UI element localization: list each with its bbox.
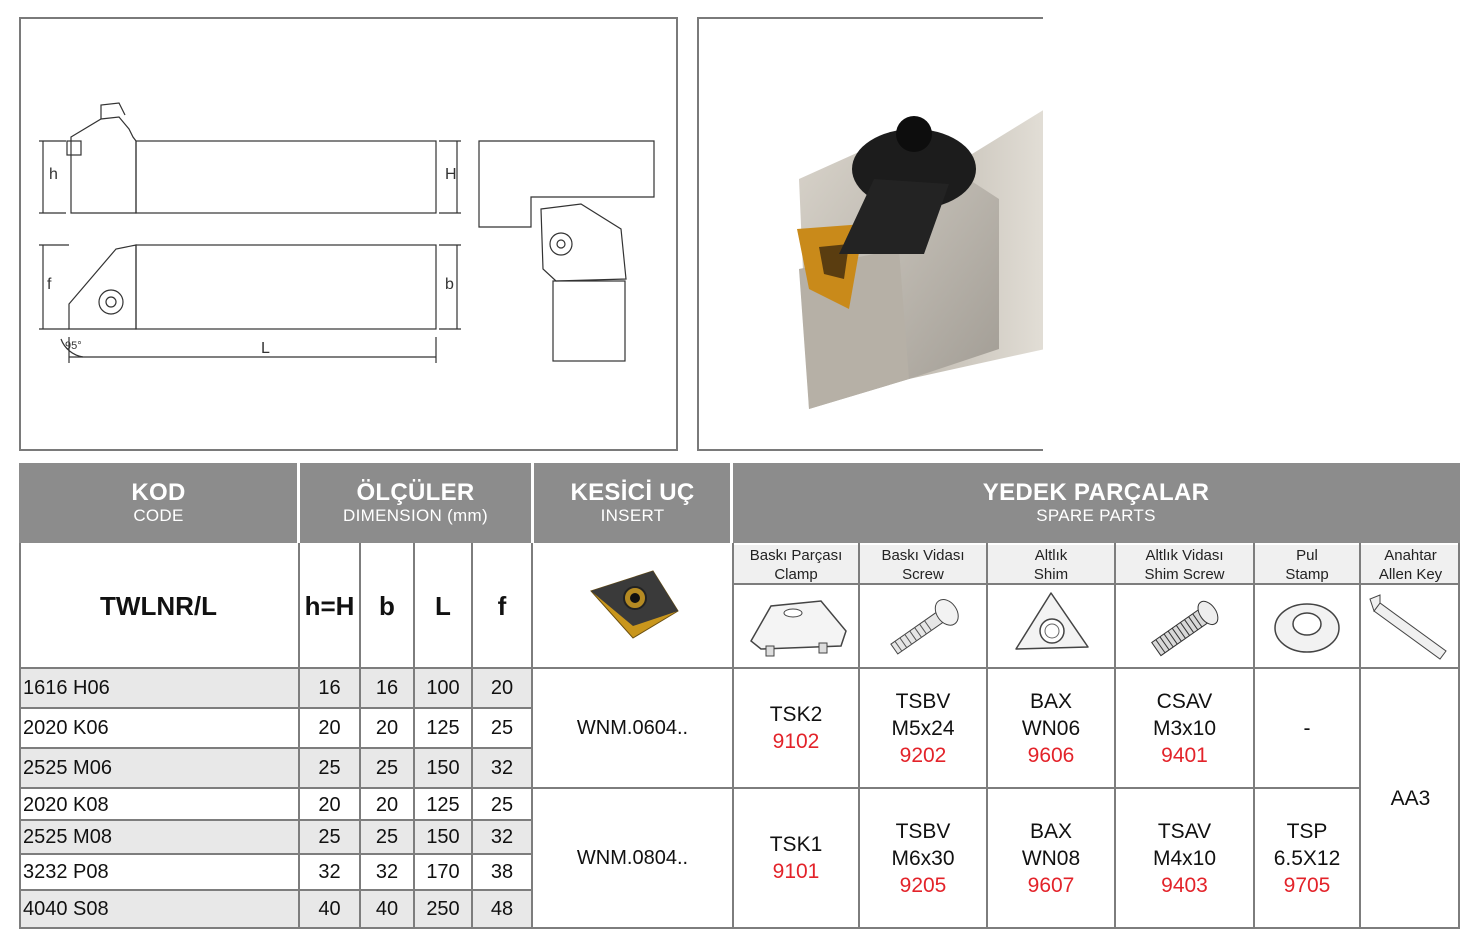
row-code: 3232 P08: [23, 860, 109, 883]
spare-col-stamp-tr: Pul: [1296, 547, 1318, 564]
row-dim-h: 25: [300, 821, 359, 853]
row-dim-f: 48: [473, 891, 531, 927]
grid-line: [732, 583, 1460, 585]
row-dim-b: 25: [361, 821, 413, 853]
shim-size: WN08: [1021, 846, 1081, 870]
dim-label-h: h: [49, 166, 58, 183]
spare-col-clamp-tr: Baskı Parçası: [749, 547, 843, 564]
row-dim-b: 16: [361, 669, 413, 707]
row-dim-b: 32: [375, 860, 399, 883]
row-dim-b: 20: [375, 793, 399, 816]
row-code: 2525 M06: [19, 749, 298, 787]
row-dim-L: 170: [426, 860, 460, 883]
clamp-icon: [734, 585, 858, 667]
row-dim-h: 25: [300, 749, 359, 787]
row-dim-f: 32: [473, 749, 531, 787]
header-dimension-en: DIMENSION (mm): [343, 506, 488, 525]
technical-drawing-panel: [19, 17, 678, 451]
row-code: 2020 K06: [23, 716, 109, 739]
row-code: 2525 M08: [19, 821, 298, 853]
header-spare-tr: YEDEK PARÇALAR: [982, 479, 1210, 506]
header-insert: [533, 463, 732, 543]
stamp-code: 9705: [1283, 873, 1331, 897]
dim-col-b: b: [379, 590, 395, 621]
screw-group-2: [860, 789, 986, 927]
clamp-code: 9101: [772, 860, 820, 883]
grid-line: [531, 543, 533, 929]
grid-line: [986, 543, 988, 929]
shim-code: 9607: [1027, 873, 1075, 897]
row-dim-f: 32: [473, 821, 531, 853]
grid-line: [531, 787, 1361, 789]
row-dim-f: 25: [490, 716, 514, 739]
insert-code-group-2: WNM.0804..: [576, 846, 689, 869]
row-dim-h: 32: [318, 860, 341, 883]
header-dimension: [298, 463, 533, 543]
dim-col-L: L: [435, 590, 451, 621]
row-dim-h: 20: [318, 793, 341, 816]
grid-line: [471, 543, 473, 929]
clamp-group-2: [734, 789, 858, 927]
stamp-icon: [1255, 585, 1359, 667]
grid-line: [298, 543, 300, 929]
tool-holder-drawing: [21, 19, 676, 449]
screw-size: M5x24: [891, 716, 955, 740]
spare-col-shim-screw-en: Shim Screw: [1144, 566, 1225, 583]
clamp-name: TSK2: [769, 703, 823, 726]
grid-line: [858, 543, 860, 929]
dim-col-h: h=H: [304, 590, 355, 621]
dim-label-L: L: [261, 340, 270, 357]
row-dim-L: 100: [415, 669, 471, 707]
spare-col-shim-screw: [1116, 545, 1253, 585]
row-dim-b: 20: [375, 716, 399, 739]
shim-screw-icon: [1116, 585, 1253, 667]
header-divider: [297, 463, 300, 543]
allen-key-icon: [1361, 585, 1460, 667]
row-dim-L: 125: [426, 716, 460, 739]
clamp-name: TSK1: [769, 833, 823, 856]
spare-col-shim-en: Shim: [1033, 566, 1069, 583]
grid-line: [19, 747, 531, 749]
grid-line: [19, 787, 531, 789]
stamp-name: TSP: [1286, 819, 1328, 843]
grid-line: [19, 927, 1460, 929]
header-spare-parts: [732, 463, 1460, 543]
grid-line: [19, 819, 531, 821]
grid-line: [19, 543, 21, 929]
shim-screw-size: M3x10: [1152, 716, 1217, 740]
grid-line: [732, 543, 734, 929]
row-dim-L: 150: [415, 749, 471, 787]
row-dim-h: 40: [300, 891, 359, 927]
dim-label-H: H: [445, 166, 457, 183]
stamp-group-2: [1255, 789, 1359, 927]
dim-col-f: f: [497, 590, 507, 621]
grid-line: [19, 889, 531, 891]
row-dim-L: 250: [415, 891, 471, 927]
row-dim-L: 150: [415, 821, 471, 853]
row-dim-L: 125: [426, 793, 460, 816]
grid-line: [359, 543, 361, 929]
shim-screw-size: M4x10: [1152, 846, 1217, 870]
row-dim-f: 38: [490, 860, 514, 883]
header-code: [19, 463, 298, 543]
header-code-tr: KOD: [131, 479, 186, 506]
row-dim-b: 25: [361, 749, 413, 787]
shim-code: 9606: [1027, 743, 1075, 767]
clamp-group-1: [734, 669, 858, 787]
header-dimension-tr: ÖLÇÜLER: [356, 479, 475, 506]
insert-code-group-1: WNM.0604..: [576, 716, 689, 739]
product-photo-panel: [697, 17, 1043, 451]
shim-screw-group-2: [1116, 789, 1253, 927]
dim-label-b: b: [445, 276, 454, 293]
clamp-code: 9102: [772, 730, 820, 753]
header-spare-en: SPARE PARTS: [1036, 506, 1156, 525]
spare-col-shim-screw-tr: Altlık Vidası: [1145, 547, 1224, 564]
shim-size: WN06: [1021, 716, 1081, 740]
grid-line: [19, 853, 531, 855]
spare-col-screw-tr: Baskı Vidası: [881, 547, 965, 564]
screw-code: 9202: [899, 743, 947, 767]
header-divider: [730, 463, 733, 543]
shim-name: BAX: [1029, 689, 1073, 713]
grid-line: [1253, 543, 1255, 929]
header-divider: [531, 463, 534, 543]
grid-line: [19, 707, 531, 709]
tool-holder-photo: [699, 19, 1043, 451]
shim-screw-group-1: [1116, 669, 1253, 787]
row-dim-h: 20: [318, 716, 341, 739]
row-code: 2020 K08: [23, 793, 109, 816]
spare-col-shim: [988, 545, 1114, 585]
row-code: 1616 H06: [19, 669, 298, 707]
spare-col-allen-key-en: Allen Key: [1378, 566, 1443, 583]
spare-col-screw: [860, 545, 986, 585]
spare-col-stamp: [1255, 545, 1359, 585]
allen-key-value: AA3: [1390, 786, 1431, 810]
insert-icon: [583, 566, 683, 646]
row-dim-b: 40: [361, 891, 413, 927]
shim-icon: [988, 585, 1114, 667]
spare-col-allen-key: [1361, 545, 1460, 585]
shim-screw-name: TSAV: [1157, 819, 1212, 843]
stamp-group-1: -: [1303, 716, 1311, 740]
spare-col-clamp: [734, 545, 858, 585]
shim-name: BAX: [1029, 819, 1073, 843]
shim-screw-name: CSAV: [1156, 689, 1213, 713]
grid-line: [1114, 543, 1116, 929]
header-insert-tr: KESİCİ UÇ: [570, 479, 695, 506]
shim-screw-code: 9401: [1161, 743, 1208, 767]
product-code: TWLNR/L: [100, 590, 217, 621]
grid-line: [19, 667, 1460, 669]
row-dim-f: 25: [490, 793, 514, 816]
spare-col-allen-key-tr: Anahtar: [1384, 547, 1437, 564]
screw-name: TSBV: [895, 689, 951, 713]
shim-group-1: [988, 669, 1114, 787]
spare-col-stamp-en: Stamp: [1285, 566, 1329, 583]
grid-line: [413, 543, 415, 929]
spare-col-screw-en: Screw: [902, 566, 944, 583]
shim-group-2: [988, 789, 1114, 927]
screw-code: 9205: [899, 873, 947, 897]
screw-name: TSBV: [895, 819, 951, 843]
spare-col-shim-tr: Altlık: [1034, 547, 1068, 564]
row-dim-h: 16: [300, 669, 359, 707]
row-dim-f: 20: [473, 669, 531, 707]
screw-icon: [860, 585, 986, 667]
header-code-en: CODE: [133, 506, 184, 525]
screw-group-1: [860, 669, 986, 787]
dim-label-angle: 95°: [65, 340, 82, 352]
grid-line: [1458, 543, 1460, 929]
row-code: 4040 S08: [19, 891, 298, 927]
spare-col-clamp-en: Clamp: [774, 566, 818, 583]
header-insert-en: INSERT: [600, 506, 665, 525]
shim-screw-code: 9403: [1161, 873, 1208, 897]
grid-line: [1359, 543, 1361, 929]
stamp-size: 6.5X12: [1273, 846, 1341, 870]
dim-label-f: f: [47, 276, 52, 293]
insert-image: [533, 545, 732, 667]
product-table: [19, 463, 1460, 929]
screw-size: M6x30: [891, 846, 955, 870]
